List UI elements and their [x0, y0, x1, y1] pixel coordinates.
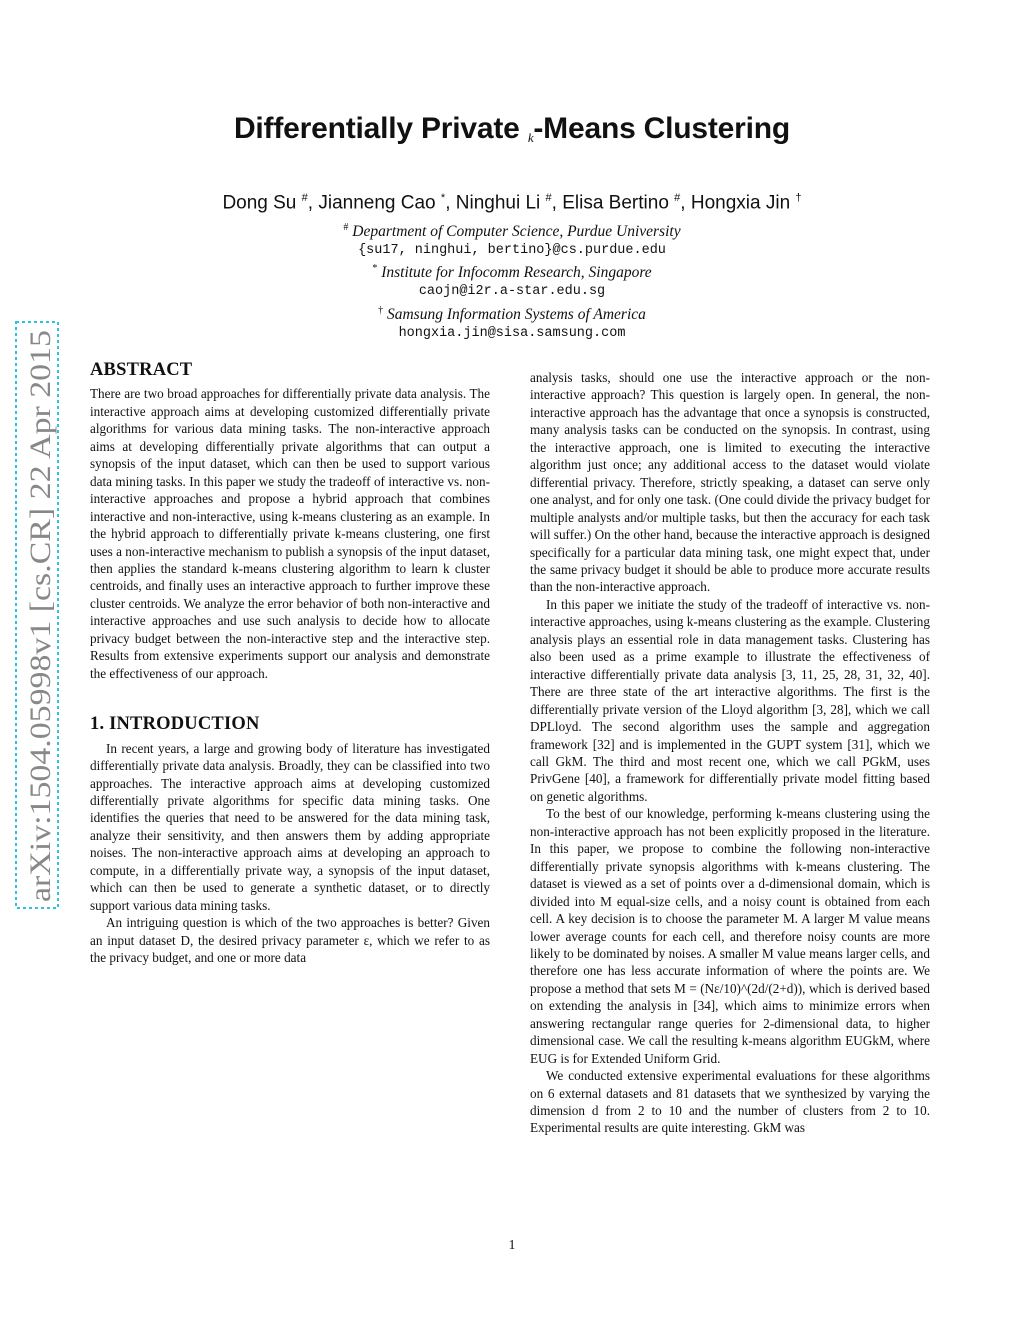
body-paragraph: We conducted extensive experimental evaluations for these algorithms on 6 external datasets and 81 datasets that we synthesized by varying the dimension d from 2 to 10 and the number of clusters from 2 to 10. Experimental results are quite interesting. GkM was — [530, 1068, 930, 1136]
right-column — [530, 369, 930, 1137]
author-mark: # — [545, 192, 552, 204]
affiliation-name: Institute for Infocomm Research, Singapore — [381, 264, 652, 282]
title-k: k — [527, 130, 534, 145]
author-mark: * — [440, 192, 446, 204]
affiliation-mark: † — [378, 305, 384, 316]
abstract-text: There are two broad approaches for differentially private data analysis. The interactive approach aims at developing customized differentially private algorithms for various data mining tasks. The non-interactive approach aims at developing differentially private algorithms that can output a synopsis of the input dataset, which can then be used to support various data mining tasks. In this paper we study the tradeoff of interactive vs. non-interactive approaches and propose a hybrid approach that combines interactive and non-interactive, using k-means clustering as an example. In the hybrid approach to differentially private k-means clustering, one first uses a non-interactive mechanism to publish a synopsis of the input dataset, then applies the standard k-means clustering algorithm to learn k cluster centroids, and finally uses an interactive approach to further improve these cluster centroids. We analyze the error behavior of both non-interactive and interactive approaches and use such analysis to decide how to allocate privacy budget between the non-interactive step and the interactive step. Results from extensive experiments support our analysis and demonstrate the effectiveness of our approach. — [90, 386, 490, 681]
intro-paragraph: An intriguing question is which of the two approaches is better? Given an input dataset D, the desired privacy parameter ε, which we refer to as the privacy budget, and one or more data — [90, 915, 490, 966]
stamp-text: arXiv:1504.05998v1 [cs.CR] 22 Apr 2015 — [24, 395, 57, 902]
title-prefix: Differentially Private — [233, 112, 528, 145]
author-list: Dong Su #, Jianneng Cao *, Ninghui Li #, Elisa Bertino #, Hongxia Jin † — [222, 192, 802, 214]
page-number: 1 — [508, 1238, 516, 1253]
author: Dong Su — [222, 192, 297, 214]
affiliation-email: hongxia.jin@sisa.samsung.com — [398, 326, 626, 342]
author-mark: # — [301, 192, 308, 204]
author: Elisa Bertino — [562, 192, 669, 214]
body-paragraph: In this paper we initiate the study of the tradeoff of interactive vs. non-interactive approaches, using k-means clustering as the example. Clustering analysis plays an essential role in data management tasks. Clustering has also been used as a prime example to illustrate the effectiveness of interactive differentially private data analysis [3, 11, 25, 28, 31, 32, 40]. There are three state of the art interactive algorithms. The first is the differentially private version of the Lloyd algorithm [3, 28], which we call DPLloyd. The second algorithm uses the sample and aggregation framework [32] and is implemented in the GUPT system [31], which we call GkM. The third and most recent one, which we call PGkM, uses PrivGene [40], a framework for differentially private model fitting based on genetic algorithms. — [530, 596, 930, 804]
affiliation — [0, 263, 1024, 299]
intro-paragraph: In recent years, a large and growing body of literature has investigated differentially private data analysis. Broadly, they can be classified into two approaches. The interactive approach aims at developing customized differentially private algorithms for specific data mining tasks. One identifies the queries that need to be answered for the data mining task, analyze their sensitivity, and then answers them by adding appropriate noises. The non-interactive approach aims at developing an approach to compute, in a differentially private way, a synopsis of the input dataset, which can then be used to generate a synthetic dataset, or to directly support various data mining tasks. — [90, 740, 490, 913]
author: Ninghui Li — [455, 192, 541, 214]
arxiv-stamp-svg — [12, 320, 62, 910]
paper-title — [0, 112, 1024, 146]
author-mark: # — [674, 192, 681, 204]
body-paragraph: analysis tasks, should one use the interactive approach or the non-interactive approach? This question is largely open. In general, the non-interactive approach has the advantage that once a synopsis is constructed, many analysis tasks can be conducted on the synopsis. In contrast, using the interactive approach, one is limited to executing the interactive algorithm just once; any additional access to the dataset would violate differential privacy. Therefore, strictly speaking, a dataset can serve only one analyst, and for only one task. (One could divide the privacy budget for multiple analysts and/or multiple tasks, but then the accuracy for each task will suffer.) On the other hand, because the interactive approach is designed specifically for a particular data mining task, one might expect that, under the same privacy budget it should be able to produce more accurate results than the non-interactive approach. — [530, 370, 931, 595]
left-column — [90, 362, 490, 967]
affiliation-mark: # — [343, 222, 349, 233]
author: Hongxia Jin — [690, 192, 791, 214]
affiliation-name: Department of Computer Science, Purdue University — [352, 223, 681, 241]
intro-heading: 1. INTRODUCTION — [90, 714, 260, 735]
arxiv-stamp — [12, 320, 62, 910]
title-suffix: -Means Clustering — [533, 112, 791, 145]
author-mark: † — [795, 192, 802, 204]
affiliation-email: caojn@i2r.a-star.edu.sg — [418, 284, 606, 300]
author: Jianneng Cao — [318, 192, 436, 214]
body-paragraph: To the best of our knowledge, performing k-means clustering using the non-interactive approach has not been explicitly proposed in the literature. In this paper, we propose to combine the following non-interactive differentially private synopsis algorithms with k-means clustering. The dataset is viewed as a set of points over a d-dimensional domain, which is divided into M equal-size cells, and a noisy count is obtained from each cell. A key decision is to choose the parameter M. A larger M value means lower average counts for each cell, and therefore noisy counts are more likely to be dominated by noises. A smaller M value means larger cells, and therefore one has less accurate information of where the points are. We propose a method that sets M = (Nε/10)^(2d/(2+d)), which is derived based on extending the analysis in [34], which aims to minimize errors when answering rectangular range queries for 2-dimensional data, to higher dimensional case. We call the resulting k-means algorithm EUGkM, where EUG is for Extended Uniform Grid. — [530, 806, 930, 1066]
affiliation-name: Samsung Information Systems of America — [386, 306, 646, 324]
abstract-heading: ABSTRACT — [90, 360, 193, 380]
affiliation-mark: * — [372, 263, 378, 274]
affiliation — [0, 222, 1024, 258]
affiliation-email: {su17, ninghui, bertino}@cs.purdue.edu — [358, 243, 666, 259]
affiliation — [0, 305, 1024, 341]
